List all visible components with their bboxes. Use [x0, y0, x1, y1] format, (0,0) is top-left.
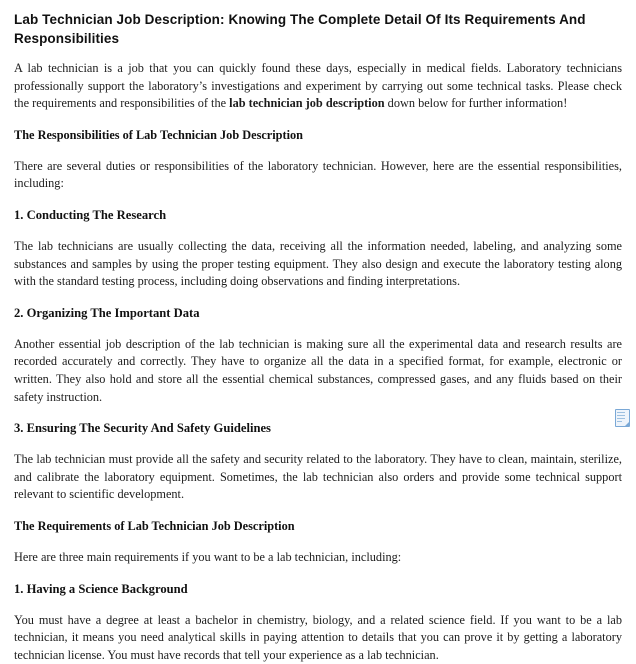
requirements-intro: Here are three main requirements if you want to be a lab technician, including:: [14, 549, 622, 567]
document-page-icon-corner: [625, 421, 630, 426]
section-body-2: Another essential job description of the lab technician is making sure all the experimental data and research results are recorded accurately and correctly. They have to organize all the data in a specified format, for example, electronic or written. They also hold and store all the essential chemical substances, compressed gases, and any fluids based on their safety instruction.: [14, 336, 622, 406]
intro-text-part-2: down below for further information!: [385, 96, 568, 110]
document-page-icon-line: [617, 418, 625, 419]
intro-text-part-1: A lab technician is a job that you can quickly found these days, especially in medical fields. Laboratory technicians professionally support the laboratory’s investigations and experiment by carrying out some technical tasks. Please check the requirements and responsibilities of the: [14, 61, 622, 110]
section-heading-2: 2. Organizing The Important Data: [14, 305, 622, 322]
document-page-icon-line: [617, 421, 622, 422]
intro-paragraph: [14, 60, 622, 113]
document-page-icon-line: [617, 412, 625, 413]
requirement-body-1: You must have a degree at least a bachelor in chemistry, biology, and a related science field. If you want to be a lab technician, it means you need analytical skills in paying attention to details that you can prove it by getting a laboratory technician license. You must have records that tell your experience as a lab technician.: [14, 612, 622, 664]
section-heading-1: 1. Conducting The Research: [14, 207, 622, 224]
document-page-icon[interactable]: [615, 409, 630, 426]
page-title: Lab Technician Job Description: Knowing The Complete Detail Of Its Requirements And Responsibilities: [14, 10, 622, 48]
section-body-1: The lab technicians are usually collecting the data, receiving all the information needed, labeling, and analyzing some substances and samples by using the proper testing equipment. They also design and execute the laboratory testing along with the standard testing process, including doing observations and finding interpretations.: [14, 238, 622, 291]
responsibilities-heading: The Responsibilities of Lab Technician Job Description: [14, 127, 622, 144]
responsibilities-intro: There are several duties or responsibilities of the laboratory technician. However, here are the essential responsibilities, including:: [14, 158, 622, 193]
document-page-icon-line: [617, 415, 625, 416]
section-heading-3: 3. Ensuring The Security And Safety Guidelines: [14, 420, 622, 437]
intro-keyword: lab technician job description: [229, 96, 384, 110]
requirement-heading-1: 1. Having a Science Background: [14, 581, 622, 598]
requirements-heading: The Requirements of Lab Technician Job Description: [14, 518, 622, 535]
section-body-3: The lab technician must provide all the safety and security related to the laboratory. They have to clean, maintain, sterilize, and calibrate the laboratory equipment. Sometimes, the lab technician also orders and provide some technical support relevant to scientific development.: [14, 451, 622, 504]
